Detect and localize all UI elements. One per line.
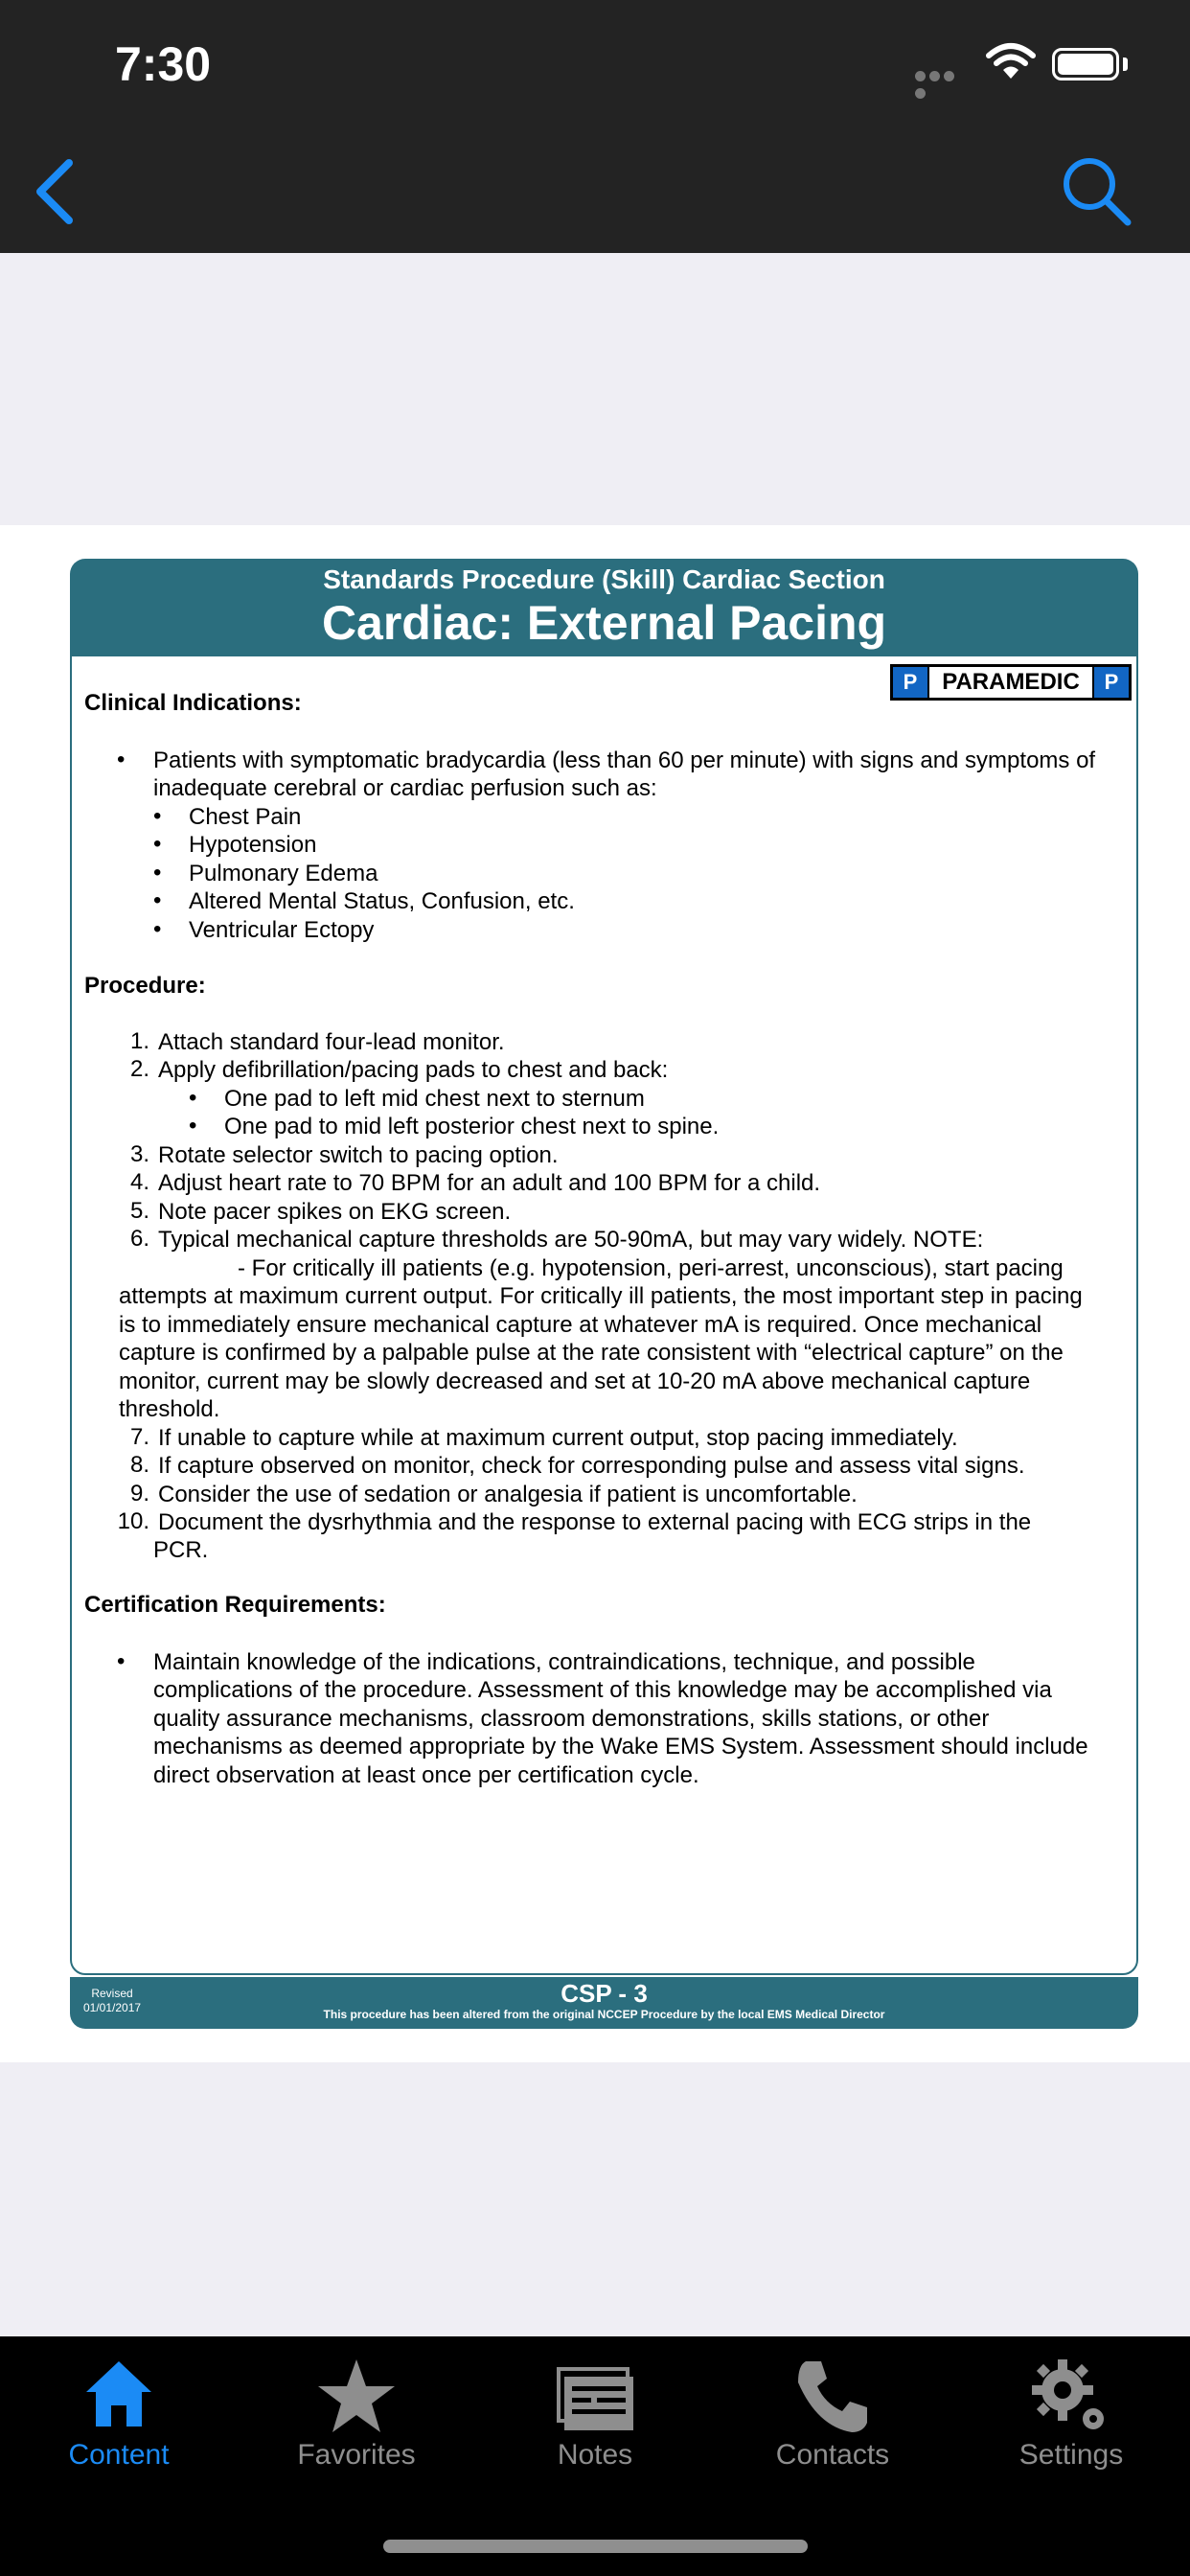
battery-nub bbox=[1123, 58, 1128, 71]
symptom-item: Ventricular Ectopy bbox=[189, 917, 375, 943]
certification-line: Maintain knowledge of the indications, contraindications, technique, and possible bbox=[153, 1649, 975, 1675]
navigation-bar bbox=[0, 126, 1190, 253]
procedure-substep: One pad to mid left posterior chest next to spine. bbox=[224, 1114, 720, 1139]
procedure-note-line: attempts at maximum current output. For critically ill patients, the most important step in pacing bbox=[119, 1283, 1083, 1309]
footer-note: This procedure has been altered from the original NCCEP Procedure by the local EMS Medical Director bbox=[323, 2008, 885, 2021]
tab-contacts[interactable] bbox=[714, 2348, 951, 2482]
procedure-heading: Procedure: bbox=[84, 973, 206, 999]
bullet-dot: • bbox=[189, 1113, 197, 1138]
procedure-step: Adjust heart rate to 70 BPM for an adult and 100 BPM for a child. bbox=[158, 1170, 821, 1196]
tab-content[interactable] bbox=[0, 2348, 238, 2482]
procedure-step: Rotate selector switch to pacing option. bbox=[158, 1142, 559, 1168]
tab-settings[interactable] bbox=[952, 2348, 1190, 2482]
certification-line: mechanisms as deemed appropriate by the Wake EMS System. Assessment should include bbox=[153, 1734, 1088, 1760]
symptom-item: Chest Pain bbox=[189, 804, 302, 830]
document-subtitle: Standards Procedure (Skill) Cardiac Section bbox=[323, 564, 885, 594]
procedure-step: If capture observed on monitor, check for corresponding pulse and assess vital signs. bbox=[158, 1453, 1025, 1479]
badge-label: PARAMEDIC bbox=[927, 667, 1094, 698]
procedure-note-line: is to immediately ensure mechanical capture at whatever mA is required. Once mechanical bbox=[119, 1312, 1042, 1338]
bullet-dot: • bbox=[117, 747, 126, 772]
symptom-item: Hypotension bbox=[189, 832, 317, 858]
notes-icon bbox=[476, 2356, 714, 2444]
certification-line: quality assurance mechanisms, classroom demonstrations, skills stations, or other bbox=[153, 1706, 990, 1732]
step-number: 2. bbox=[129, 1056, 149, 1082]
back-chevron-icon[interactable] bbox=[29, 153, 86, 230]
tab-label: Settings bbox=[1018, 2439, 1124, 2471]
bullet-dot: • bbox=[153, 916, 162, 942]
bullet-dot: • bbox=[189, 1085, 197, 1111]
step-number: 8. bbox=[129, 1452, 149, 1478]
bullet-dot: • bbox=[153, 887, 162, 913]
document-title: Cardiac: External Pacing bbox=[321, 596, 887, 650]
bullet-dot: • bbox=[117, 1648, 126, 1674]
document-header bbox=[70, 559, 1138, 655]
certification-heading: Certification Requirements: bbox=[84, 1592, 386, 1618]
step-number: 5. bbox=[129, 1198, 149, 1224]
tab-label: Contacts bbox=[775, 2439, 890, 2471]
step-number: 7. bbox=[129, 1424, 149, 1450]
procedure-step: Document the dysrhythmia and the response to external pacing with ECG strips in the bbox=[158, 1509, 1032, 1535]
tab-label: Favorites bbox=[297, 2439, 416, 2471]
procedure-step: Consider the use of sedation or analgesia if patient is uncomfortable. bbox=[158, 1482, 858, 1507]
procedure-code: CSP - 3 bbox=[561, 1979, 648, 2008]
clinical-indications-heading: Clinical Indications: bbox=[84, 690, 302, 716]
procedure-note-line: monitor, current may be slowly decreased and set at 10-20 mA above mechanical capture bbox=[119, 1368, 1031, 1394]
badge-p-left: P bbox=[893, 667, 927, 698]
clinical-text-line: Patients with symptomatic bradycardia (less than 60 per minute) with signs and symptoms of bbox=[153, 748, 1096, 773]
cellular-signal-icon bbox=[915, 69, 971, 82]
revised-label: Revised bbox=[91, 1987, 133, 2000]
gear-icon bbox=[952, 2356, 1190, 2444]
badge-p-right: P bbox=[1094, 667, 1129, 698]
bullet-dot: • bbox=[153, 831, 162, 857]
procedure-step: Apply defibrillation/pacing pads to chest and back: bbox=[158, 1057, 669, 1083]
bullet-dot: • bbox=[153, 860, 162, 886]
procedure-note-line: capture is confirmed by a palpable pulse at the rate consistent with “electrical capture” on the bbox=[119, 1340, 1064, 1366]
phone-icon bbox=[714, 2356, 951, 2444]
procedure-step: If unable to capture while at maximum current output, stop pacing immediately. bbox=[158, 1425, 958, 1451]
bullet-dot: • bbox=[153, 803, 162, 829]
battery-icon bbox=[1052, 48, 1119, 80]
tab-label: Notes bbox=[557, 2439, 633, 2471]
procedure-note-line: threshold. bbox=[119, 1396, 220, 1422]
step-number: 3. bbox=[129, 1141, 149, 1167]
home-indicator[interactable] bbox=[383, 2540, 808, 2553]
paramedic-badge bbox=[890, 664, 1132, 701]
procedure-step: PCR. bbox=[153, 1537, 209, 1563]
tab-notes[interactable] bbox=[476, 2348, 714, 2482]
wifi-icon bbox=[985, 42, 1037, 80]
step-number: 4. bbox=[129, 1169, 149, 1195]
procedure-step: Typical mechanical capture thresholds are 50-90mA, but may vary widely. NOTE: bbox=[158, 1227, 984, 1253]
step-number: 6. bbox=[129, 1226, 149, 1252]
certification-line: complications of the procedure. Assessment of this knowledge may be accomplished via bbox=[153, 1677, 1052, 1703]
status-time: 7:30 bbox=[115, 37, 212, 91]
tab-favorites[interactable] bbox=[238, 2348, 475, 2482]
symptom-item: Pulmonary Edema bbox=[189, 861, 378, 886]
star-icon bbox=[238, 2356, 475, 2444]
step-number: 10. bbox=[117, 1508, 149, 1534]
clinical-text-line: inadequate cerebral or cardiac perfusion such as: bbox=[153, 775, 657, 801]
procedure-step: Note pacer spikes on EKG screen. bbox=[158, 1199, 512, 1225]
tab-label: Content bbox=[68, 2439, 170, 2471]
home-icon bbox=[0, 2356, 238, 2444]
procedure-note-line: - For critically ill patients (e.g. hypotension, peri-arrest, unconscious), start pacing bbox=[238, 1255, 1064, 1281]
revised-date: 01/01/2017 bbox=[83, 2001, 142, 2014]
procedure-substep: One pad to left mid chest next to sternum bbox=[224, 1086, 645, 1112]
symptom-item: Altered Mental Status, Confusion, etc. bbox=[189, 888, 575, 914]
search-icon[interactable] bbox=[1059, 153, 1135, 230]
document-footer bbox=[70, 1977, 1138, 2029]
certification-line: direct observation at least once per certification cycle. bbox=[153, 1762, 699, 1788]
step-number: 9. bbox=[129, 1481, 149, 1506]
procedure-step: Attach standard four-lead monitor. bbox=[158, 1029, 505, 1055]
step-number: 1. bbox=[129, 1028, 149, 1054]
